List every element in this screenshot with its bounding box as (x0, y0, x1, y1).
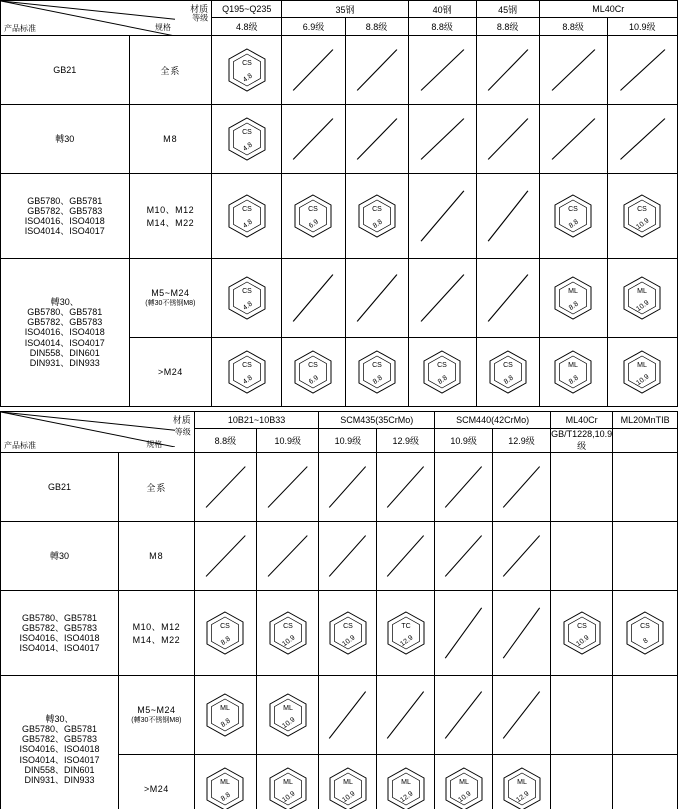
marking-cell (408, 105, 476, 174)
marking-table (0, 411, 678, 809)
svg-text:ML: ML (282, 779, 293, 786)
product-standard-cell (1, 591, 119, 676)
diagonal-strike-icon (195, 522, 256, 590)
bolt-head-icon (225, 116, 269, 162)
marking-cell (345, 259, 408, 338)
diagonal-strike-icon (493, 676, 550, 754)
spec-cell: M8 (129, 105, 211, 174)
bolt-head-icon (384, 766, 428, 809)
svg-text:12.9: 12.9 (399, 790, 415, 805)
bolt-head-icon (500, 766, 544, 809)
diagonal-strike-icon (477, 174, 539, 258)
svg-text:CS: CS (220, 623, 231, 630)
marking-cell (476, 36, 539, 105)
product-standard-cell (1, 105, 130, 174)
corner-grade-label: 等级 (174, 427, 191, 437)
marking-cell (539, 36, 607, 105)
svg-text:4.8: 4.8 (241, 374, 254, 386)
marking-cell (377, 591, 435, 676)
diagonal-strike-icon (377, 522, 434, 590)
product-standard-line: DIN558、DIN601 (29, 347, 100, 358)
svg-text:ML: ML (516, 779, 527, 786)
marking-cell (257, 453, 319, 522)
marking-cell (607, 36, 677, 105)
svg-text:8.8: 8.8 (371, 218, 384, 230)
svg-text:10.9: 10.9 (635, 299, 651, 314)
product-standard-line: 𨍭30 (55, 133, 75, 144)
bolt-head-icon (442, 766, 486, 809)
bolt-head-icon (551, 349, 595, 395)
marking-cell (550, 676, 612, 755)
spec-cell: 全系 (129, 36, 211, 105)
marking-cell (194, 522, 256, 591)
diagonal-strike-icon (477, 36, 539, 104)
marking-cell (408, 259, 476, 338)
svg-text:CS: CS (437, 362, 447, 369)
product-standard-line: ISO4014、ISO4017 (19, 754, 100, 765)
bolt-head-icon (420, 349, 464, 395)
svg-text:4.8: 4.8 (241, 218, 254, 230)
bolt-head-icon (266, 610, 310, 656)
marking-cell (435, 453, 493, 522)
diagonal-strike-icon (608, 36, 677, 104)
diagonal-strike-icon (282, 105, 344, 173)
diagonal-strike-icon (409, 105, 476, 173)
grade-header: 10.9级 (607, 18, 677, 36)
svg-text:ML: ML (220, 705, 231, 712)
svg-text:8.8: 8.8 (502, 374, 515, 386)
marking-cell (282, 36, 345, 105)
bolt-head-icon (486, 349, 530, 395)
marking-cell (319, 591, 377, 676)
svg-text:8.8: 8.8 (220, 717, 233, 729)
bolt-head-icon (203, 610, 247, 656)
marking-cell (194, 676, 256, 755)
bolt-head-icon (291, 349, 335, 395)
product-standard-line: ISO4016、ISO4018 (24, 216, 105, 226)
marking-cell (493, 591, 551, 676)
product-standard-cell (1, 453, 119, 522)
diagonal-strike-icon (493, 453, 550, 521)
spec-cell: >M24 (119, 755, 195, 809)
marking-cell (194, 755, 256, 809)
svg-text:CS: CS (576, 623, 587, 630)
svg-text:CS: CS (241, 362, 252, 369)
marking-cell (476, 259, 539, 338)
marking-cell (550, 591, 612, 676)
spec-cell: M5~M24 (𨍭30不锈钢M8) (129, 259, 211, 338)
diagonal-strike-icon (319, 676, 376, 754)
diagonal-strike-icon (435, 591, 492, 675)
marking-cell (539, 259, 607, 338)
svg-text:CS: CS (371, 206, 382, 213)
material-header: 35钢 (282, 1, 408, 18)
corner-spec-label: 规格 (146, 440, 163, 449)
corner-material-label: 材质 (190, 4, 209, 14)
marking-cell (345, 105, 408, 174)
product-standard-line: 𨍭30、 (45, 714, 74, 725)
diagonal-strike-icon (409, 36, 476, 104)
marking-cell (550, 522, 612, 591)
svg-text:6.9: 6.9 (308, 218, 321, 230)
svg-text:8.8: 8.8 (436, 374, 449, 386)
grade-header: 4.8级 (212, 18, 282, 36)
grade-header: GB/T1228,10.9级 (551, 429, 613, 451)
svg-text:ML: ML (282, 705, 293, 712)
bolt-head-icon (620, 275, 664, 321)
marking-cell (282, 174, 345, 259)
marking-cell (257, 676, 319, 755)
bolt-head-icon (203, 766, 247, 809)
product-standard-line: ISO4016、ISO4018 (19, 633, 100, 643)
spec-line-2: M14、M22 (132, 635, 181, 645)
diagonal-strike-icon (346, 105, 408, 173)
diagonal-strike-icon (346, 259, 408, 337)
svg-text:CS: CS (241, 288, 252, 295)
material-header: ML40Cr (539, 1, 677, 18)
product-standard-line: DIN931、DIN933 (24, 774, 95, 785)
marking-cell (319, 676, 377, 755)
product-standard-line: ISO4014、ISO4017 (24, 337, 105, 348)
svg-text:12.9: 12.9 (514, 790, 530, 805)
svg-text:ML: ML (342, 779, 353, 786)
svg-text:CS: CS (241, 60, 252, 67)
marking-cell (377, 676, 435, 755)
marking-cell (319, 453, 377, 522)
diagonal-strike-icon (540, 36, 607, 104)
grade-header: 10.9级 (319, 429, 377, 453)
svg-text:10.9: 10.9 (281, 790, 297, 805)
svg-text:12.9: 12.9 (399, 634, 415, 649)
diagonal-strike-icon (377, 676, 434, 754)
marking-cell (607, 338, 677, 407)
diagonal-strike-icon (319, 453, 376, 521)
bolt-head-icon (620, 349, 664, 395)
product-standard-line: 𨍭30 (50, 550, 70, 561)
marking-cell (493, 453, 551, 522)
grade-header: 12.9级 (377, 429, 435, 453)
bolt-head-icon (203, 692, 247, 738)
bolt-head-icon (551, 275, 595, 321)
bolt-head-icon (326, 766, 370, 809)
marking-cell (282, 105, 345, 174)
marking-cell (435, 522, 493, 591)
bolt-head-icon (355, 193, 399, 239)
marking-cell (435, 591, 493, 676)
svg-text:10.9: 10.9 (456, 790, 473, 805)
svg-text:ML: ML (637, 362, 648, 369)
marking-cell (607, 259, 677, 338)
diagonal-strike-icon (608, 105, 677, 173)
marking-cell (319, 755, 377, 809)
marking-cell (282, 338, 345, 407)
product-standard-line: GB5782、GB5783 (27, 317, 103, 328)
grade-header: 10.9级 (257, 429, 319, 453)
corner-grade-label: 等级 (192, 13, 209, 23)
marking-cell (345, 174, 408, 259)
marking-cell (539, 105, 607, 174)
marking-cell (607, 105, 677, 174)
product-standard-line: ISO4014、ISO4017 (19, 643, 100, 654)
marking-cell (539, 174, 607, 259)
svg-text:8.8: 8.8 (220, 791, 233, 803)
marking-cell (282, 259, 345, 338)
diagonal-strike-icon (493, 591, 550, 675)
diagonal-strike-icon (435, 676, 492, 754)
product-standard-line: GB5782、GB5783 (27, 205, 103, 216)
product-standard-line: GB5780、GB5781 (27, 307, 103, 318)
diagonal-strike-icon (195, 453, 256, 521)
bolt-head-icon (551, 193, 595, 239)
marking-cell (345, 338, 408, 407)
corner-product-std-label: 产品标准 (4, 24, 36, 33)
product-standard-line: GB21 (53, 64, 77, 75)
bolt-marking-table-lower (0, 411, 678, 809)
svg-text:10.9: 10.9 (635, 373, 651, 388)
svg-text:TC: TC (401, 623, 411, 630)
diagonal-strike-icon (435, 522, 492, 590)
grade-header: 8.8级 (194, 429, 256, 453)
bolt-head-icon (623, 610, 667, 656)
grade-header: 8.8级 (408, 18, 476, 36)
marking-cell (212, 174, 282, 259)
svg-text:CS: CS (502, 362, 513, 369)
svg-text:8.8: 8.8 (567, 300, 580, 312)
corner-spec-label: 规格 (155, 23, 172, 32)
material-header: ML40Cr (550, 412, 612, 429)
table-corner-header (1, 412, 195, 453)
svg-text:CS: CS (308, 206, 319, 213)
product-standard-line: ISO4016、ISO4018 (24, 327, 105, 338)
product-standard-cell (1, 174, 130, 259)
svg-text:ML: ML (568, 288, 578, 295)
marking-cell (377, 453, 435, 522)
material-header: 45钢 (476, 1, 539, 18)
product-standard-line: GB5780、GB5781 (21, 724, 98, 735)
product-standard-line: ISO4014、ISO4017 (24, 226, 105, 237)
svg-text:10.9: 10.9 (574, 634, 591, 649)
bolt-head-icon (266, 692, 310, 738)
product-standard-cell (1, 36, 130, 105)
bolt-head-icon (266, 766, 310, 809)
marking-cell (212, 36, 282, 105)
marking-cell (345, 36, 408, 105)
product-standard-line: 𨍭30、 (50, 297, 79, 308)
svg-text:ML: ML (400, 779, 411, 786)
svg-text:4.8: 4.8 (241, 141, 254, 153)
product-standard-cell (1, 676, 119, 809)
svg-text:10.9: 10.9 (281, 716, 297, 731)
svg-text:CS: CS (640, 623, 651, 630)
grade-header: 10.9级 (435, 429, 493, 453)
bolt-head-icon (225, 349, 269, 395)
svg-text:4.8: 4.8 (241, 300, 254, 312)
product-standard-line: GB5780、GB5781 (27, 195, 103, 206)
marking-cell (212, 105, 282, 174)
marking-cell (212, 338, 282, 407)
svg-text:8.8: 8.8 (220, 635, 233, 647)
svg-text:CS: CS (241, 206, 252, 213)
diagonal-strike-icon (282, 36, 344, 104)
material-header: 10B21~10B33 (194, 412, 319, 429)
table-corner-header (1, 1, 212, 36)
product-standard-cell (1, 522, 119, 591)
marking-cell (550, 755, 612, 809)
marking-cell (476, 174, 539, 259)
diagonal-strike-icon (493, 522, 550, 590)
marking-cell (319, 522, 377, 591)
svg-text:ML: ML (220, 779, 231, 786)
spec-cell: M10、M12 M14、M22 (119, 591, 195, 676)
marking-cell (539, 338, 607, 407)
marking-cell (613, 591, 678, 676)
product-standard-line: GB5782、GB5783 (21, 622, 98, 633)
marking-cell (613, 755, 678, 809)
grade-header: 8.8级 (345, 18, 408, 36)
marking-cell (257, 591, 319, 676)
diagonal-strike-icon (257, 522, 318, 590)
marking-cell (493, 522, 551, 591)
svg-text:10.9: 10.9 (341, 790, 357, 805)
diagonal-strike-icon (257, 453, 318, 521)
svg-text:CS: CS (637, 206, 648, 213)
grade-header: 6.9级 (282, 18, 345, 36)
corner-product-std-label: 产品标准 (4, 441, 36, 450)
spec-cell: M5~M24 (𨍭30不锈钢M8) (119, 676, 195, 755)
material-header: SCM435(35CrMo) (319, 412, 435, 429)
spec-note: (𨍭30不锈钢M8) (131, 717, 182, 724)
diagonal-strike-icon (377, 453, 434, 521)
svg-text:CS: CS (241, 129, 252, 136)
svg-text:8: 8 (642, 637, 650, 646)
bolt-head-icon (225, 47, 269, 93)
marking-cell (194, 453, 256, 522)
spec-cell: M10、M12 M14、M22 (129, 174, 211, 259)
svg-text:4.8: 4.8 (241, 72, 254, 84)
marking-cell (435, 676, 493, 755)
marking-cell (408, 174, 476, 259)
marking-cell (613, 453, 678, 522)
svg-text:CS: CS (282, 623, 293, 630)
svg-text:8.8: 8.8 (371, 374, 384, 386)
product-standard-line: DIN931、DIN933 (29, 357, 100, 368)
diagonal-strike-icon (540, 105, 607, 173)
diagonal-strike-icon (477, 105, 539, 173)
diagonal-strike-icon (409, 259, 476, 337)
marking-cell (607, 174, 677, 259)
marking-cell (408, 36, 476, 105)
marking-cell (613, 676, 678, 755)
diagonal-strike-icon (409, 174, 476, 258)
bolt-head-icon (560, 610, 604, 656)
svg-text:6.9: 6.9 (308, 374, 321, 386)
svg-text:CS: CS (342, 623, 353, 630)
material-header: ML20MnTIB (613, 412, 678, 429)
bolt-head-icon (291, 193, 335, 239)
diagonal-strike-icon (319, 522, 376, 590)
grade-header: 12.9级 (493, 429, 551, 453)
diagonal-strike-icon (435, 453, 492, 521)
svg-text:10.9: 10.9 (341, 634, 357, 649)
marking-cell (194, 591, 256, 676)
marking-cell (257, 522, 319, 591)
svg-text:CS: CS (308, 362, 319, 369)
diagonal-strike-icon (282, 259, 344, 337)
svg-text:8.8: 8.8 (567, 374, 580, 386)
diagonal-strike-icon (477, 259, 539, 337)
marking-cell (377, 522, 435, 591)
grade-header: 8.8级 (539, 18, 607, 36)
corner-material-label: 材质 (172, 415, 191, 425)
marking-cell (493, 676, 551, 755)
marking-cell (435, 755, 493, 809)
spec-line-2: M14、M22 (146, 218, 195, 228)
grade-header: 8.8级 (476, 18, 539, 36)
material-header: SCM440(42CrMo) (435, 412, 551, 429)
svg-text:10.9: 10.9 (635, 217, 651, 232)
spec-cell: >M24 (129, 338, 211, 407)
bolt-head-icon (225, 275, 269, 321)
marking-cell (408, 338, 476, 407)
material-header: Q195~Q235 (212, 1, 282, 18)
marking-cell (613, 522, 678, 591)
marking-cell (212, 259, 282, 338)
product-standard-cell (1, 259, 130, 407)
marking-cell (377, 755, 435, 809)
bolt-head-icon (326, 610, 370, 656)
marking-cell (476, 105, 539, 174)
svg-text:ML: ML (458, 779, 469, 786)
spec-cell: M8 (119, 522, 195, 591)
svg-text:CS: CS (568, 206, 578, 213)
svg-text:CS: CS (371, 362, 382, 369)
bolt-head-icon (384, 610, 428, 656)
product-standard-line: GB21 (48, 481, 72, 492)
grade-header (613, 429, 678, 453)
bolt-head-icon (225, 193, 269, 239)
svg-text:ML: ML (568, 362, 578, 369)
marking-cell (493, 755, 551, 809)
product-standard-line: DIN558、DIN601 (24, 764, 95, 775)
svg-text:8.8: 8.8 (567, 218, 580, 230)
product-standard-line: GB5782、GB5783 (21, 734, 98, 745)
diagonal-strike-icon (346, 36, 408, 104)
marking-cell (257, 755, 319, 809)
spec-note: (𨍭30不锈钢M8) (145, 300, 196, 307)
svg-text:ML: ML (637, 288, 648, 295)
spec-cell: 全系 (119, 453, 195, 522)
bolt-head-icon (620, 193, 664, 239)
bolt-head-icon (355, 349, 399, 395)
marking-cell (476, 338, 539, 407)
product-standard-line: ISO4016、ISO4018 (19, 744, 100, 755)
product-standard-line: GB5780、GB5781 (21, 612, 98, 623)
marking-cell (550, 453, 612, 522)
material-header: 40钢 (408, 1, 476, 18)
svg-text:10.9: 10.9 (281, 634, 297, 649)
